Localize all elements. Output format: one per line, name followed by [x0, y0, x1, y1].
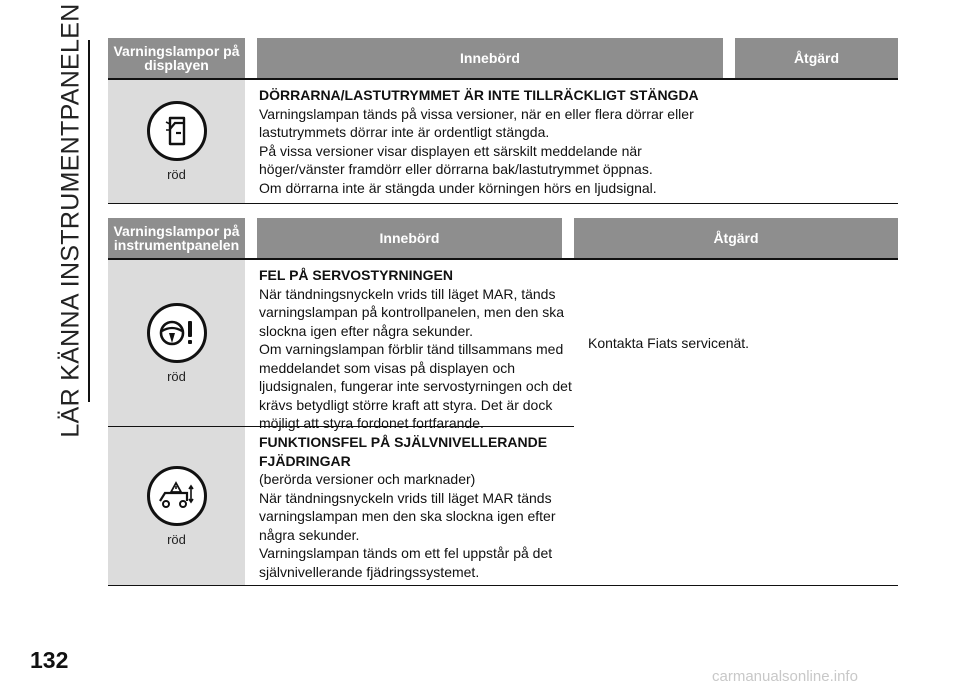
lamp-color: röd — [167, 531, 186, 547]
meaning-cell — [245, 260, 574, 431]
row-text: Varningslampan tänds om ett fel uppstår på det självnivellerande fjädringssystemet. — [259, 545, 553, 580]
display-warning-table — [108, 38, 898, 204]
table-row — [108, 260, 574, 431]
table-bottom-rule — [108, 585, 898, 586]
row-text: När tändningsnyckeln vrids till läget MAR, tänds varningslampan på kontrollpanelen, men den ska slockna igen efter några sekunder. — [259, 285, 565, 339]
meaning-cell — [245, 427, 574, 585]
header-col-meaning: Innebörd — [257, 38, 723, 78]
lamp-color: röd — [167, 167, 186, 182]
page-number: 132 — [30, 647, 69, 673]
header-col-meaning: Innebörd — [257, 218, 562, 258]
door-open-icon — [147, 101, 207, 161]
row-rule — [108, 203, 898, 204]
action-cell — [574, 260, 898, 426]
action-text: Kontakta Fiats servicenät. — [588, 335, 750, 351]
section-rule — [88, 40, 90, 402]
row-text: Varningslampan tänds på vissa versioner, när en eller flera dörrar eller lastutrymmets dörrar inte är ordentligt stängda. — [259, 105, 694, 140]
header-col-action: Åtgärd — [735, 38, 898, 78]
instrument-warning-table — [108, 218, 898, 586]
row-title: FUNKTIONSFEL PÅ SJÄLVNIVELLERANDE FJÄDRINGAR — [259, 434, 548, 469]
row-title: FEL PÅ SERVOSTYRNINGEN — [259, 267, 453, 283]
table-body — [108, 260, 898, 585]
header-col-lamps: Varningslampor på displayen — [108, 38, 245, 78]
table-row — [108, 427, 574, 585]
rows-column — [108, 260, 574, 585]
lamp-cell — [108, 427, 245, 585]
watermark: carmanualsonline.info — [712, 668, 858, 685]
row-text: På vissa versioner visar displayen ett särskilt meddelande när höger/vänster framdörr eller dörrarna bak/lastutrymmet öppnas. — [259, 142, 653, 177]
row-text: När tändningsnyckeln vrids till läget MAR tänds varningslampan men den ska slockna igen efter några sekunder. — [259, 489, 556, 543]
header-col-lamps: Varningslampor på instrumentpanelen — [108, 218, 245, 258]
header-col-action: Åtgärd — [574, 218, 898, 258]
table-row — [108, 80, 898, 203]
row-text: (berörda versioner och marknader) — [259, 471, 476, 487]
meaning-cell — [245, 80, 711, 203]
table-header — [108, 38, 898, 78]
row-text: Om varningslampan förblir tänd tillsammans med meddelandet som visas på displayen och ljudsignalen, fungerar inte servostyrningen och det krävs betydligt större kraft att styra. Det är dock möjligt att styra fordonet fortfarande. — [259, 341, 572, 431]
section-title-text: LÄR KÄNNA INSTRUMENTPANELEN — [56, 2, 85, 438]
lamp-cell — [108, 260, 245, 426]
lamp-cell — [108, 80, 245, 203]
lamp-color: röd — [167, 368, 186, 384]
table-header — [108, 218, 898, 258]
row-title: DÖRRARNA/LASTUTRYMMET ÄR INTE TILLRÄCKLIGT STÄNGDA — [259, 87, 699, 103]
steering-wheel-warning-icon — [147, 303, 207, 363]
row-text: Om dörrarna inte är stängda under körningen hörs en ljudsignal. — [259, 179, 657, 196]
suspension-warning-icon — [147, 466, 207, 526]
